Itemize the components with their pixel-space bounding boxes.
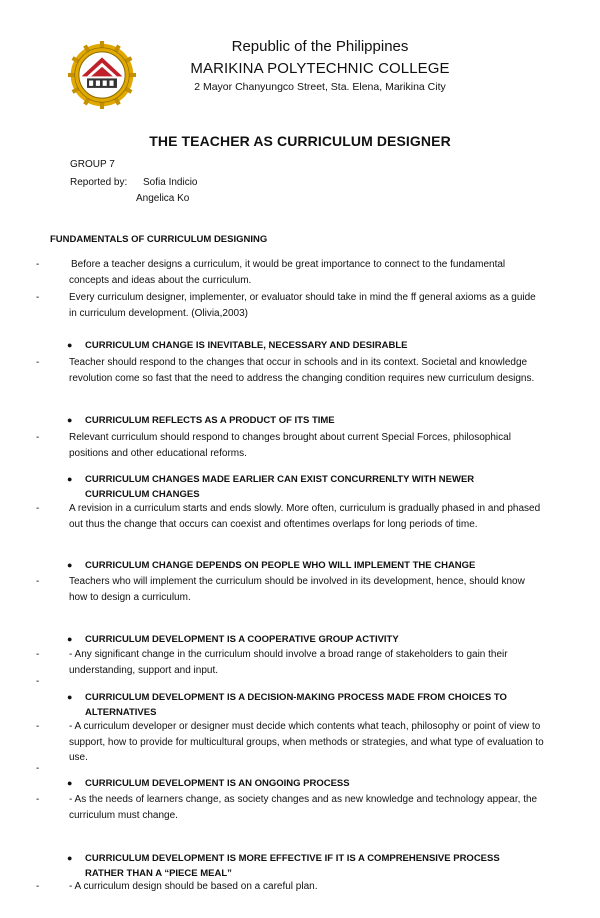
bullet-marker: ● [67,340,73,350]
bullet-marker: ● [67,853,73,863]
dash-marker: - [36,432,40,443]
dash-marker: - [36,357,40,368]
paragraph-text: Teacher should respond to the changes that occur in schools and in its context. Societal and knowledge revolution come so fast that the need to address the changing condition requires new curriculum designs. [69,357,535,384]
dash-marker: - [36,259,40,270]
college-seal-icon [68,41,136,109]
dash-marker: - [36,649,40,660]
bullet-marker: ● [67,415,73,425]
header-address: 2 Mayor Chanyungco Street, Sta. Elena, Marikina City [194,81,446,93]
dash-marker: - [36,676,40,687]
section-heading: FUNDAMENTALS OF CURRICULUM DESIGNING [50,234,268,245]
bullet-marker: ● [67,778,73,788]
group-label: GROUP 7 [70,159,115,170]
bullet-marker: ● [67,560,73,570]
paragraph-text: - Any significant change in the curriculum should involve a broad range of stakeholders to gain their understanding, support and input. [69,649,508,676]
paragraph-text: A revision in a curriculum starts and ends slowly. More often, curriculum is gradually phased in and phased out thus the change that occurs can coexist and oftentimes overlaps for long periods of time. [69,503,541,530]
section-bullet-heading: CURRICULUM CHANGE DEPENDS ON PEOPLE WHO WILL IMPLEMENT THE CHANGE [85,560,476,571]
section-bullet-heading: CURRICULUM DEVELOPMENT IS MORE EFFECTIVE IF IT IS A COMPREHENSIVE PROCESS RATHER THAN A “PIECE MEAL” [85,853,500,879]
paragraph-text: - A curriculum design should be based on a careful plan. [69,881,318,892]
header-country: Republic of the Philippines [231,38,409,55]
bullet-marker: ● [67,474,73,484]
section-bullet-heading: CURRICULUM DEVELOPMENT IS A DECISION-MAKING PROCESS MADE FROM CHOICES TO ALTERNATIVES [85,692,507,718]
reporter-name: Sofia Indicio [143,177,198,188]
paragraph-text: Every curriculum designer, implementer, or evaluator should take in mind the ff general axioms as a guide in curriculum development. (Olivia,2003) [69,292,536,319]
paragraph-text: Before a teacher designs a curriculum, it would be great importance to connect to the fundamental concepts and ideas about the curriculum. [69,259,506,286]
bullet-marker: ● [67,634,73,644]
reported-by-label: Reported by: [70,177,128,188]
section-bullet-heading: CURRICULUM CHANGE IS INEVITABLE, NECESSARY AND DESIRABLE [85,340,408,351]
paragraph-text: Relevant curriculum should respond to changes brought about current Special Forces, philosophical positions and other educational reforms. [69,432,511,459]
dash-marker: - [36,881,40,892]
dash-marker: - [36,794,40,805]
paragraph-text: - As the needs of learners change, as society changes and as new knowledge and technology appear, the curriculum must change. [69,794,538,821]
dash-marker: - [36,576,40,587]
dash-marker: - [36,721,40,732]
section-bullet-heading: CURRICULUM REFLECTS AS A PRODUCT OF ITS TIME [85,415,335,426]
section-bullet-heading: CURRICULUM DEVELOPMENT IS A COOPERATIVE GROUP ACTIVITY [85,634,399,645]
reporter-name: Angelica Ko [136,193,190,204]
dash-marker: - [36,503,40,514]
section-bullet-heading: CURRICULUM CHANGES MADE EARLIER CAN EXIST CONCURRENLTY WITH NEWER CURRICULUM CHANGES [85,474,475,500]
dash-marker: - [36,292,40,303]
paragraph-text: - A curriculum developer or designer must decide which contents what teach, philosophy or point of view to support, how to provide for multicultural groups, when methods or strategies, and what type of evaluation to use. [69,721,544,763]
paragraph-text: Teachers who will implement the curriculum should be involved in its development, hence, should know how to design a curriculum. [69,576,525,603]
header-college: MARIKINA POLYTECHNIC COLLEGE [190,60,450,77]
bullet-marker: ● [67,692,73,702]
dash-marker: - [36,763,40,774]
document-title: THE TEACHER AS CURRICULUM DESIGNER [149,133,451,149]
section-bullet-heading: CURRICULUM DEVELOPMENT IS AN ONGOING PROCESS [85,778,350,789]
